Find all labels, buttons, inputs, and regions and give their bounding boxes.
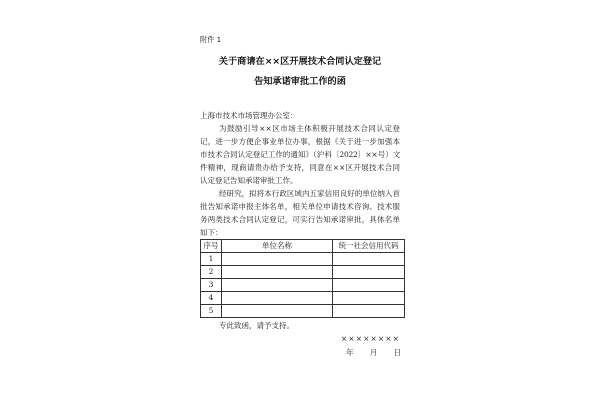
letter-title xyxy=(150,52,450,93)
body-paragraph-2 xyxy=(200,187,400,239)
table-row xyxy=(201,265,405,278)
table-cell-index: 4 xyxy=(201,291,222,304)
letter-body xyxy=(200,109,400,239)
table-cell-credit-code xyxy=(333,278,405,291)
paragraph-line: 经研究，拟将本行政区域内五家信用良好的单位纳入首 xyxy=(219,188,400,198)
sender-signature: ×××××××× xyxy=(340,333,400,343)
table-cell-unit-name xyxy=(222,304,333,317)
table-row xyxy=(201,291,405,304)
date-day: 日 xyxy=(393,347,401,357)
salutation: 上海市技术市场管理办公室： xyxy=(200,110,298,120)
table-head xyxy=(201,239,405,252)
paragraph-line: 务两类技术合同认定登记，可实行告知承诺审批，具体名单 xyxy=(200,214,400,224)
table-header-row xyxy=(201,239,405,252)
table-header-credit-code: 统一社会信用代码 xyxy=(333,239,405,252)
paragraph-line: 件精神，现商请贵办给予支持，同意在××区开展技术合同 xyxy=(200,162,400,172)
table-cell-credit-code xyxy=(333,291,405,304)
table-cell-index: 2 xyxy=(201,265,222,278)
title-line-2: 告知承诺审批工作的函 xyxy=(254,76,346,87)
closing-remark: 专此致函，请予支持。 xyxy=(219,320,294,330)
paragraph-line: 认定登记告知承诺审批工作。 xyxy=(200,175,298,185)
paragraph-line: 市技术合同认定登记工作的通知》（沪科〔2022〕××号）文 xyxy=(200,149,400,159)
title-line-1: 关于商请在××区开展技术合同认定登记 xyxy=(218,55,382,67)
table-cell-index: 1 xyxy=(201,252,222,265)
table-row xyxy=(201,252,405,265)
date-year: 年 xyxy=(346,347,354,357)
table-cell-credit-code xyxy=(333,252,405,265)
table-cell-credit-code xyxy=(333,304,405,317)
unit-list-table xyxy=(200,239,405,318)
table-cell-index: 3 xyxy=(201,278,222,291)
table-cell-unit-name xyxy=(222,278,333,291)
table-cell-unit-name xyxy=(222,291,333,304)
table-cell-credit-code xyxy=(333,265,405,278)
table-body xyxy=(201,252,405,317)
table-cell-unit-name xyxy=(222,265,333,278)
attachment-label: 附件 1 xyxy=(200,35,222,44)
paragraph-line: 记，进一步方便企事业单位办事，根据《关于进一步加强本 xyxy=(200,136,400,146)
paragraph-line: 批告知承诺申报主体名单，相关单位申请技术咨询、技术服 xyxy=(200,201,400,211)
paragraph-line: 为鼓励引导××区市场主体积极开展技术合同认定登 xyxy=(219,123,400,133)
table-header-unit-name: 单位名称 xyxy=(222,239,333,252)
date-line xyxy=(346,346,401,359)
body-paragraph-1 xyxy=(200,122,400,187)
table-cell-index: 5 xyxy=(201,304,222,317)
table-header-index: 序号 xyxy=(201,239,222,252)
table-row xyxy=(201,278,405,291)
date-month: 月 xyxy=(369,347,378,357)
paragraph-line: 如下： xyxy=(200,227,223,237)
table-cell-unit-name xyxy=(222,252,333,265)
table-row xyxy=(201,304,405,317)
